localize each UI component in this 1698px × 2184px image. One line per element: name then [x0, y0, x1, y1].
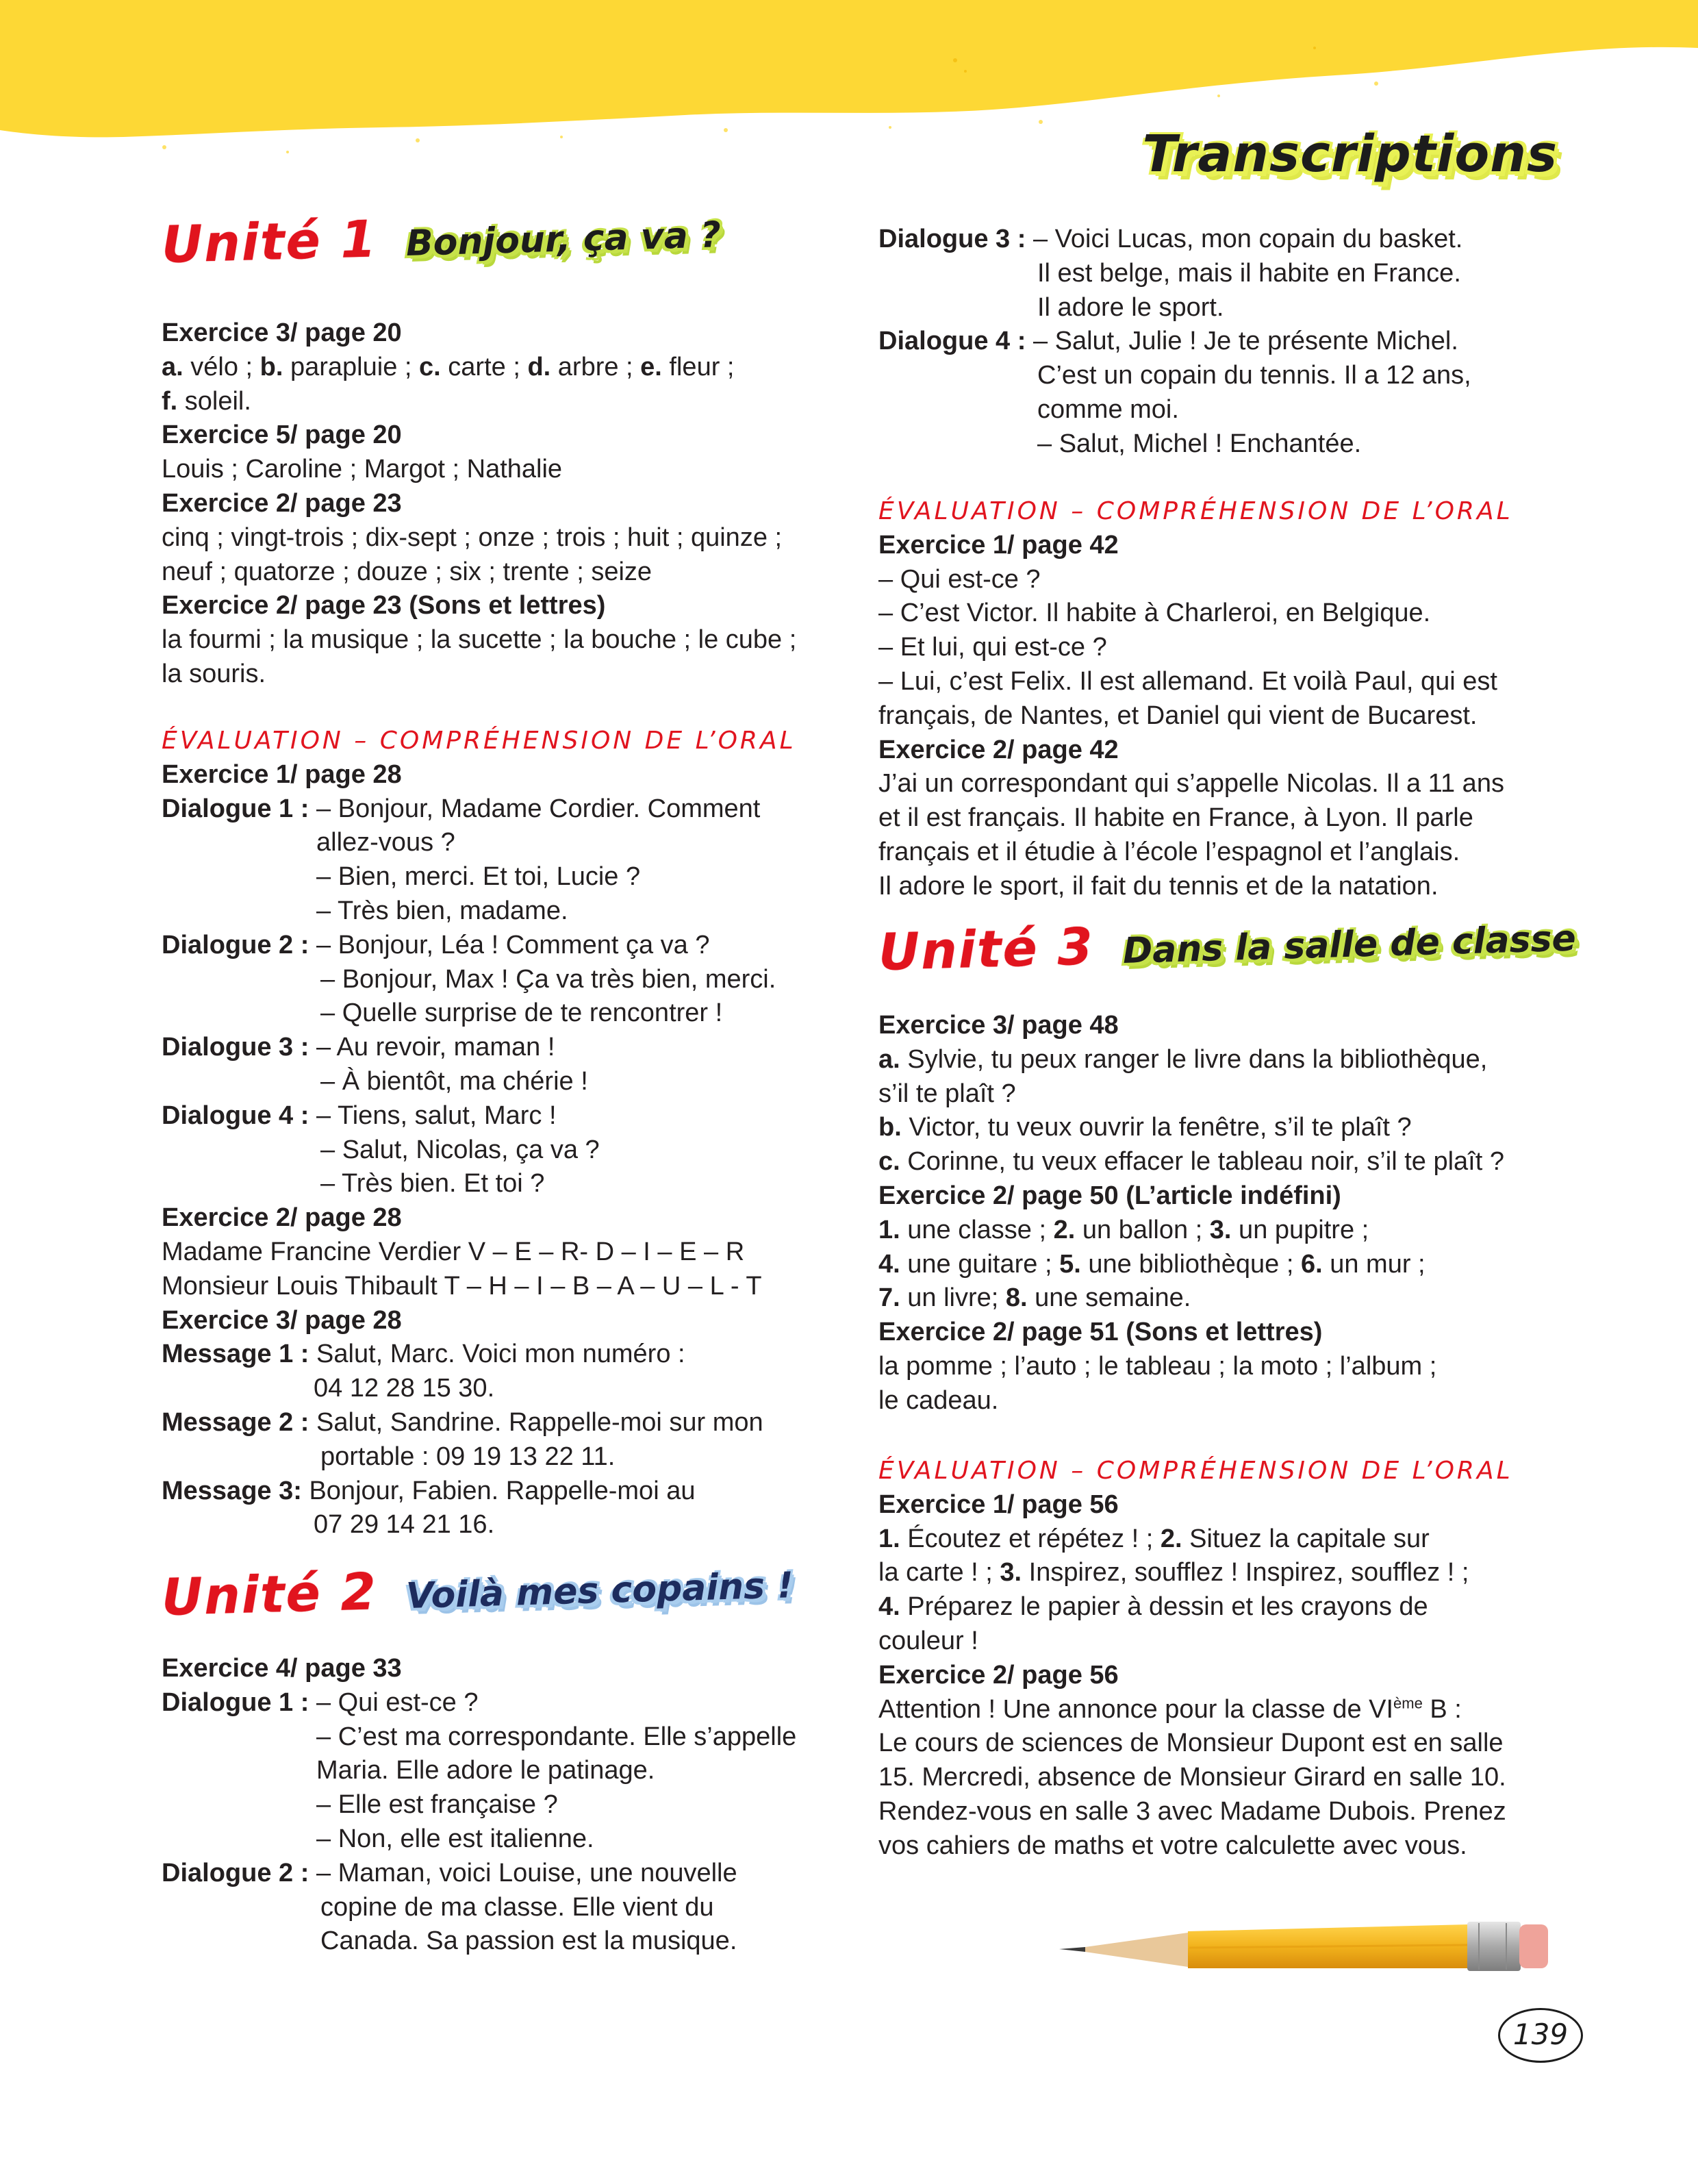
item-number: 8. [1005, 1283, 1028, 1313]
item-text: Victor, tu veux ouvrir la fenêtre, s’il te plaît ? [901, 1113, 1412, 1142]
exercise-heading: Exercice 5/ page 20 [162, 421, 402, 450]
dialogue-label: Dialogue 3 : [162, 1033, 309, 1062]
item-text: Situez la capitale sur [1182, 1524, 1430, 1553]
item-number: 4. [878, 1592, 900, 1622]
exercise-heading: Exercice 2/ page 56 [878, 1660, 1119, 1690]
unit-1-subtitle: Bonjour, ça va ? [405, 214, 722, 265]
dialogue-line: – Au revoir, maman ! [316, 1033, 555, 1062]
unit-1-heading [161, 200, 726, 275]
unit-1-exercises [162, 316, 796, 692]
evaluation-heading: ÉVALUATION – COMPRÉHENSION DE L’ORAL [878, 1457, 1513, 1485]
item-letter: d. [527, 352, 551, 381]
item-number: 1. [878, 1524, 900, 1553]
dialogue-line: – Bien, merci. Et toi, Lucie ? [316, 862, 641, 892]
item-text: Corinne, tu veux effacer le tableau noir, s’il te plaît ? [900, 1147, 1504, 1177]
text-line [878, 1043, 1504, 1077]
text-line [878, 1590, 1513, 1624]
item-text: Sylvie, tu peux ranger le livre dans la bibliothèque, [900, 1044, 1488, 1074]
item-letter: f. [162, 386, 178, 416]
message-line: 04 12 28 15 30. [314, 1374, 495, 1403]
item-text: fleur ; [661, 352, 735, 381]
unit-2-subtitle: Voilà mes copains ! [405, 1565, 794, 1618]
dialogue-line: – Salut, Julie ! Je te présente Michel. [1032, 327, 1458, 356]
message-line: Bonjour, Fabien. Rappelle-moi au [309, 1476, 696, 1505]
evaluation-heading: ÉVALUATION – COMPRÉHENSION DE L’ORAL [878, 497, 1513, 525]
dialogue-line: – Très bien, madame. [316, 896, 568, 925]
dialogue-line: allez-vous ? [316, 828, 455, 857]
message-label: Message 2 : [162, 1407, 309, 1437]
item-text: vélo ; [183, 352, 260, 381]
dialogue-label: Dialogue 2 : [162, 1858, 309, 1887]
item-text: un livre; [900, 1283, 1006, 1313]
item-text: Inspirez, soufflez ! Inspirez, soufflez ! ; [1022, 1558, 1469, 1587]
unit-2-exercises-right [878, 223, 1471, 462]
item-text: un ballon ; [1075, 1215, 1210, 1244]
exercise-heading: Exercice 1/ page 42 [878, 530, 1119, 560]
text-line [162, 351, 796, 385]
exercise-heading: Exercice 2/ page 23 (Sons et lettres) [162, 591, 606, 620]
item-text: une guitare ; [900, 1249, 1060, 1279]
message-line: Salut, Sandrine. Rappelle-moi sur mon [316, 1407, 763, 1437]
dialogue-line: – Voici Lucas, mon copain du basket. [1032, 225, 1463, 253]
unit-2-evaluation [878, 494, 1513, 904]
text-line: – Et lui, qui est-ce ? [878, 633, 1107, 662]
text-line [162, 1406, 796, 1440]
item-number: 2. [1053, 1215, 1076, 1244]
exercise-heading: Exercice 4/ page 33 [162, 1654, 402, 1683]
dialogue-label: Dialogue 3 : [878, 225, 1026, 253]
text-line [162, 1099, 796, 1133]
text-line: – Lui, c’est Felix. Il est allemand. Et voilà Paul, qui est [878, 666, 1497, 696]
text-line [878, 223, 1471, 257]
text-line: français et il étudie à l’école l’espagnol et l’anglais. [878, 837, 1460, 866]
text-line [878, 1145, 1504, 1179]
exercise-heading: Exercice 2/ page 51 (Sons et lettres) [878, 1318, 1323, 1347]
dialogue-line: – Bonjour, Léa ! Comment ça va ? [316, 930, 710, 959]
item-number: 4. [878, 1249, 900, 1279]
item-text: une bibliothèque ; [1080, 1249, 1301, 1279]
item-text: Préparez le papier à dessin et les crayons de [900, 1592, 1428, 1622]
text-line: français, de Nantes, et Daniel qui vient de Bucarest. [878, 701, 1478, 730]
exercise-heading: Exercice 2/ page 23 [162, 488, 402, 518]
item-text: Écoutez et répétez ! ; [900, 1524, 1161, 1553]
text-line: et il est français. Il habite en France, à Lyon. Il parle [878, 803, 1473, 833]
text-line [878, 1556, 1513, 1590]
evaluation-heading: ÉVALUATION – COMPRÉHENSION DE L’ORAL [162, 727, 796, 755]
text-line [878, 1281, 1504, 1316]
unit-3-title: Unité 3 [877, 917, 1095, 982]
item-text: une semaine. [1027, 1283, 1191, 1313]
item-text: une classe ; [900, 1215, 1054, 1244]
dialogue-line: Il est belge, mais il habite en France. [1037, 258, 1461, 288]
text-line: Louis ; Caroline ; Margot ; Nathalie [162, 455, 563, 484]
text-line: neuf ; quatorze ; douze ; six ; trente ; seize [162, 557, 652, 586]
item-number: 2. [1160, 1524, 1182, 1553]
item-letter: c. [419, 352, 441, 381]
text-line [162, 385, 796, 419]
text-line [162, 1857, 796, 1891]
text-line: le cadeau. [878, 1385, 999, 1415]
item-number: 1. [878, 1215, 900, 1244]
item-text: parapluie ; [283, 352, 420, 381]
text-line [162, 1338, 796, 1372]
text-line [878, 1522, 1513, 1557]
exercise-heading: Exercice 2/ page 50 (L’article indéfini) [878, 1181, 1341, 1210]
item-letter: a. [878, 1044, 900, 1074]
superscript: ème [1393, 1694, 1423, 1711]
text-line: cinq ; vingt-trois ; dix-sept ; onze ; trois ; huit ; quinze ; [162, 523, 783, 552]
dialogue-line: – Salut, Michel ! Enchantée. [1037, 429, 1362, 458]
exercise-heading: Exercice 3/ page 28 [162, 1305, 402, 1335]
item-number: 3. [1000, 1558, 1022, 1587]
text-line: vos cahiers de maths et votre calculette avec vous. [878, 1831, 1467, 1860]
text-line [162, 929, 796, 963]
item-text: un pupitre ; [1231, 1215, 1369, 1244]
message-line: portable : 09 19 13 22 11. [320, 1442, 616, 1471]
text-line: la pomme ; l’auto ; le tableau ; la moto ; l’album ; [878, 1351, 1437, 1381]
item-text: B : [1422, 1694, 1462, 1724]
unit-2-heading [161, 1551, 798, 1627]
text-line: couleur ! [878, 1626, 978, 1655]
dialogue-label: Dialogue 2 : [162, 930, 309, 959]
message-label: Message 1 : [162, 1340, 309, 1369]
unit-1-title: Unité 1 [160, 210, 379, 275]
item-letter: e. [640, 352, 662, 381]
dialogue-line: – Elle est française ? [316, 1790, 558, 1820]
item-text: arbre ; [550, 352, 641, 381]
item-number: 3. [1209, 1215, 1232, 1244]
dialogue-line: – Bonjour, Madame Cordier. Comment [316, 794, 761, 823]
unit-2-exercises-left [162, 1652, 796, 1959]
dialogue-line: – Salut, Nicolas, ça va ? [320, 1135, 600, 1164]
message-label: Message 3: [162, 1476, 302, 1505]
item-number: 7. [878, 1283, 900, 1313]
dialogue-line: – Bonjour, Max ! Ça va très bien, merci. [320, 964, 776, 994]
item-letter: b. [878, 1113, 902, 1142]
text-line [162, 792, 796, 827]
exercise-heading: Exercice 2/ page 28 [162, 1203, 402, 1233]
dialogue-label: Dialogue 1 : [162, 794, 309, 823]
exercise-heading: Exercice 3/ page 48 [878, 1011, 1119, 1040]
text-line: Rendez-vous en salle 3 avec Madame Dubois. Prenez [878, 1796, 1506, 1826]
unit-3-exercises [878, 1009, 1504, 1418]
text-line [878, 325, 1471, 359]
text-line [878, 1111, 1504, 1145]
item-text: carte ; [440, 352, 528, 381]
text-line: la fourmi ; la musique ; la sucette ; la bouche ; le cube ; [162, 625, 797, 655]
unit-2-title: Unité 2 [160, 1562, 379, 1627]
dialogue-line: – Tiens, salut, Marc ! [316, 1101, 557, 1130]
page-number: 139 [1498, 2008, 1583, 2063]
text-line: Il adore le sport, il fait du tennis et de la natation. [878, 871, 1439, 901]
dialogue-line: Canada. Sa passion est la musique. [320, 1926, 737, 1956]
exercise-heading: Exercice 2/ page 42 [878, 735, 1119, 764]
item-letter: a. [162, 352, 183, 381]
text-line: Le cours de sciences de Monsieur Dupont est en salle [878, 1729, 1504, 1758]
unit-3-heading [878, 903, 1581, 982]
dialogue-line: – Qui est-ce ? [316, 1687, 479, 1717]
dialogue-label: Dialogue 4 : [162, 1101, 309, 1130]
page-title: Transcriptions [1142, 125, 1558, 184]
text-line: – C’est Victor. Il habite à Charleroi, en Belgique. [878, 599, 1431, 628]
item-text: un mur ; [1322, 1249, 1425, 1279]
text-line [162, 1474, 796, 1509]
dialogue-line: Il adore le sport. [1037, 292, 1224, 322]
text-line: J’ai un correspondant qui s’appelle Nicolas. Il a 11 ans [878, 769, 1504, 799]
unit-1-evaluation [162, 724, 796, 1542]
item-text: Attention ! Une annonce pour la classe de VI [878, 1694, 1394, 1724]
item-letter: b. [259, 352, 283, 381]
text-line: 15. Mercredi, absence de Monsieur Girard en salle 10. [878, 1763, 1506, 1792]
pencil-icon [1058, 1909, 1558, 1978]
item-letter: c. [878, 1147, 900, 1177]
item-text: soleil. [184, 386, 251, 416]
item-text: la carte ! ; [878, 1558, 1000, 1587]
dialogue-line: – Très bien. Et toi ? [320, 1169, 545, 1198]
dialogue-line: – Maman, voici Louise, une nouvelle [316, 1858, 737, 1887]
text-line [162, 1686, 796, 1720]
dialogue-label: Dialogue 4 : [878, 327, 1026, 356]
exercise-heading: Exercice 1/ page 56 [878, 1490, 1119, 1519]
dialogue-line: Maria. Elle adore le patinage. [316, 1756, 655, 1785]
dialogue-line: – Quelle surprise de te rencontrer ! [320, 999, 723, 1028]
text-line: – Qui est-ce ? [878, 564, 1041, 594]
item-number: 5. [1059, 1249, 1081, 1279]
text-line [878, 1693, 1513, 1727]
dialogue-line: copine de ma classe. Elle vient du [320, 1892, 714, 1922]
text-line: Madame Francine Verdier V – E – R- D – I – E – R [162, 1237, 745, 1266]
dialogue-line: – Non, elle est italienne. [316, 1824, 594, 1853]
unit-3-evaluation [878, 1454, 1513, 1863]
exercise-heading: Exercice 3/ page 20 [162, 318, 402, 347]
text-line: Monsieur Louis Thibault T – H – I – B – A – U – L - T [162, 1271, 762, 1301]
dialogue-label: Dialogue 1 : [162, 1687, 309, 1717]
text-line: s’il te plaît ? [878, 1079, 1016, 1108]
text-line: la souris. [162, 659, 266, 688]
message-line: Salut, Marc. Voici mon numéro : [316, 1340, 685, 1369]
text-line [878, 1214, 1504, 1248]
dialogue-line: comme moi. [1037, 394, 1179, 424]
text-line [162, 1031, 796, 1065]
dialogue-line: – À bientôt, ma chérie ! [320, 1066, 588, 1096]
message-line: 07 29 14 21 16. [314, 1510, 495, 1540]
dialogue-line: – C’est ma correspondante. Elle s’appelle [316, 1722, 797, 1751]
text-line [878, 1248, 1504, 1282]
unit-3-subtitle: Dans la salle de classe [1122, 918, 1577, 972]
dialogue-line: C’est un copain du tennis. Il a 12 ans, [1037, 361, 1471, 390]
item-number: 6. [1300, 1249, 1323, 1279]
exercise-heading: Exercice 1/ page 28 [162, 760, 402, 789]
